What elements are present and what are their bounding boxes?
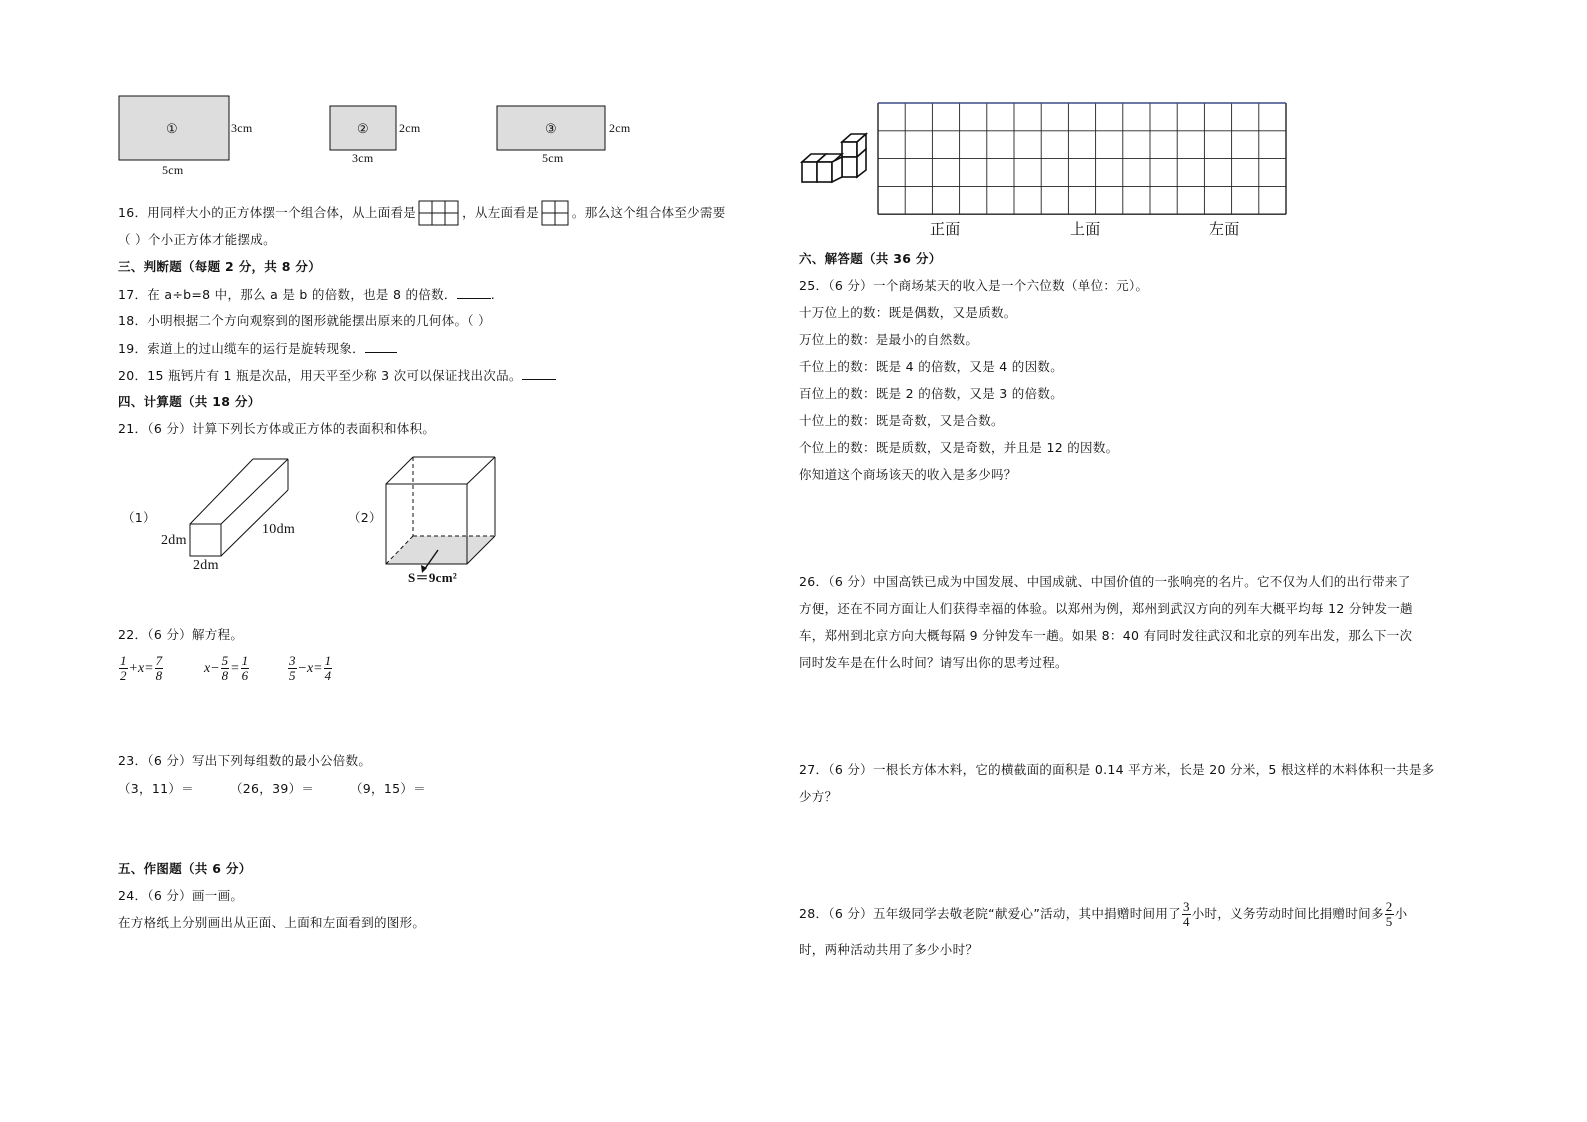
rect3-label: ③ <box>545 121 557 136</box>
question-21: 21．（6 分）计算下列长方体或正方体的表面积和体积。 <box>118 421 436 436</box>
question-24: 24．（6 分）画一画。 <box>118 888 244 903</box>
question-18: 18．小明根据二个方向观察到的图形就能摆出原来的几何体。（ ） <box>118 313 491 328</box>
lcm-item-1: （3，11）＝ <box>118 781 194 796</box>
answer-blank[interactable] <box>522 367 556 380</box>
equation-1: $\frac{1}{2}$ +x= $\frac{7}{8}$ <box>120 653 163 683</box>
q16-line2: （ ）个小正方体才能摆成。 <box>118 232 276 247</box>
rect2-bottom: 3cm <box>352 151 374 165</box>
cuboid-figure <box>150 452 310 574</box>
left-view-icon <box>541 200 570 226</box>
question-23: 23．（6 分）写出下列每组数的最小公倍数。 <box>118 753 372 768</box>
question-19: 19．索道上的过山缆车的运行是旋转现象． <box>118 340 397 357</box>
answer-blank[interactable] <box>457 286 491 299</box>
section-3-heading: 三、判断题（每题 2 分，共 8 分） <box>118 259 322 274</box>
rect1-side: 3cm <box>231 121 253 135</box>
rect1-label: ① <box>166 121 178 136</box>
q25-line: 你知道这个商场该天的收入是多少吗？ <box>799 467 1017 482</box>
section-5-heading: 五、作图题（共 6 分） <box>118 861 252 876</box>
q25-line: 百位上的数：既是 2 的倍数，又是 3 的倍数。 <box>799 386 1063 401</box>
answer-blank[interactable] <box>365 340 397 353</box>
question-22: 22．（6 分）解方程。 <box>118 627 244 642</box>
question-17: 17．在 a÷b=8 中，那么 a 是 b 的倍数，也是 8 的倍数． . <box>118 287 496 302</box>
question-16 <box>118 200 726 226</box>
top-view-label: 上面 <box>1070 220 1101 238</box>
rect1-bottom: 5cm <box>162 163 184 177</box>
cube-stack-figure <box>798 130 870 186</box>
left-view-label: 左面 <box>1209 220 1240 238</box>
q25-line: 十位上的数：既是奇数，又是合数。 <box>799 413 1004 428</box>
rect3-bottom: 5cm <box>542 151 564 165</box>
q16-text-a: 16．用同样大小的正方体摆一个组合体，从上面看是 <box>118 205 417 220</box>
question-20: 20．15 瓶钙片有 1 瓶是次品，用天平至少称 3 次可以保证找出次品。 <box>118 367 556 384</box>
equation-2: x− $\frac{5}{8}$ = $\frac{1}{6}$ <box>204 653 249 683</box>
q26-line: 车，郑州到北京方向大概每隔 9 分钟发车一趟。如果 8：40 有同时发往武汉和北京的列车出发，那么下一次 <box>799 628 1413 643</box>
rect2-side: 2cm <box>399 121 421 135</box>
lcm-item-2: （26，39）＝ <box>230 781 315 796</box>
fraction: $\frac{2}{5}$ <box>1385 898 1393 929</box>
q27-line: 27．（6 分）一根长方体木料，它的横截面的面积是 0.14 平方米，长是 20 分米，5 根这样的木料体积一共是多 <box>799 762 1435 777</box>
q25-line: 25．（6 分）一个商场某天的收入是一个六位数（单位：元）。 <box>799 278 1149 293</box>
q28-line2: 时，两种活动共用了多少小时？ <box>799 942 979 957</box>
equation-3: $\frac{3}{5}$ −x= $\frac{1}{4}$ <box>289 653 332 683</box>
question-24-instruction: 在方格纸上分别画出从正面、上面和左面看到的图形。 <box>118 915 426 930</box>
q26-line: 同时发车是在什么时间？请写出你的思考过程。 <box>799 655 1068 670</box>
fig-2-label: （2） <box>348 510 382 525</box>
cuboid-height: 2dm <box>161 533 187 548</box>
top-view-icon <box>418 200 460 226</box>
q25-line: 十万位上的数：既是偶数，又是质数。 <box>799 305 1017 320</box>
cube-area-label: S＝9cm² <box>408 570 458 585</box>
rect2-label: ② <box>357 121 369 136</box>
cuboid-length: 10dm <box>262 522 296 537</box>
question-28: 28．（6 分）五年级同学去敬老院“献爱心”活动，其中捐赠时间用了 $\frac{3}{4}$ 小时，义务劳动时间比捐赠时间多 $\frac{2}{5}$ 小 <box>799 898 1408 929</box>
cube-figure <box>380 452 510 578</box>
fraction: $\frac{3}{4}$ <box>1182 898 1190 929</box>
q27-line: 少方？ <box>799 789 838 804</box>
q25-line: 个位上的数：既是质数，又是奇数，并且是 12 的因数。 <box>799 440 1119 455</box>
q26-line: 方便，还在不同方面让人们获得幸福的体验。以郑州为例，郑州到武汉方向的列车大概平均每 12 分钟发一趟 <box>799 601 1413 616</box>
front-view-label: 正面 <box>930 220 961 238</box>
fig-1-label: （1） <box>122 510 156 525</box>
rect3-side: 2cm <box>609 121 631 135</box>
cuboid-width: 2dm <box>193 558 219 573</box>
q16-text-c: 。那么这个组合体至少需要 <box>571 205 726 220</box>
q25-line: 千位上的数：既是 4 的倍数，又是 4 的因数。 <box>799 359 1063 374</box>
lcm-item-3: （9，15）＝ <box>350 781 426 796</box>
rectangles-figure <box>110 88 650 180</box>
section-4-heading: 四、计算题（共 18 分） <box>118 394 261 409</box>
q25-line: 万位上的数：是最小的自然数。 <box>799 332 979 347</box>
square-grid-paper[interactable] <box>876 100 1292 218</box>
section-6-heading: 六、解答题（共 36 分） <box>799 251 942 266</box>
q16-text-b: ，从左面看是 <box>462 205 539 220</box>
q26-line: 26．（6 分）中国高铁已成为中国发展、中国成就、中国价值的一张响亮的名片。它不仅为人们的出行带来了 <box>799 574 1411 589</box>
